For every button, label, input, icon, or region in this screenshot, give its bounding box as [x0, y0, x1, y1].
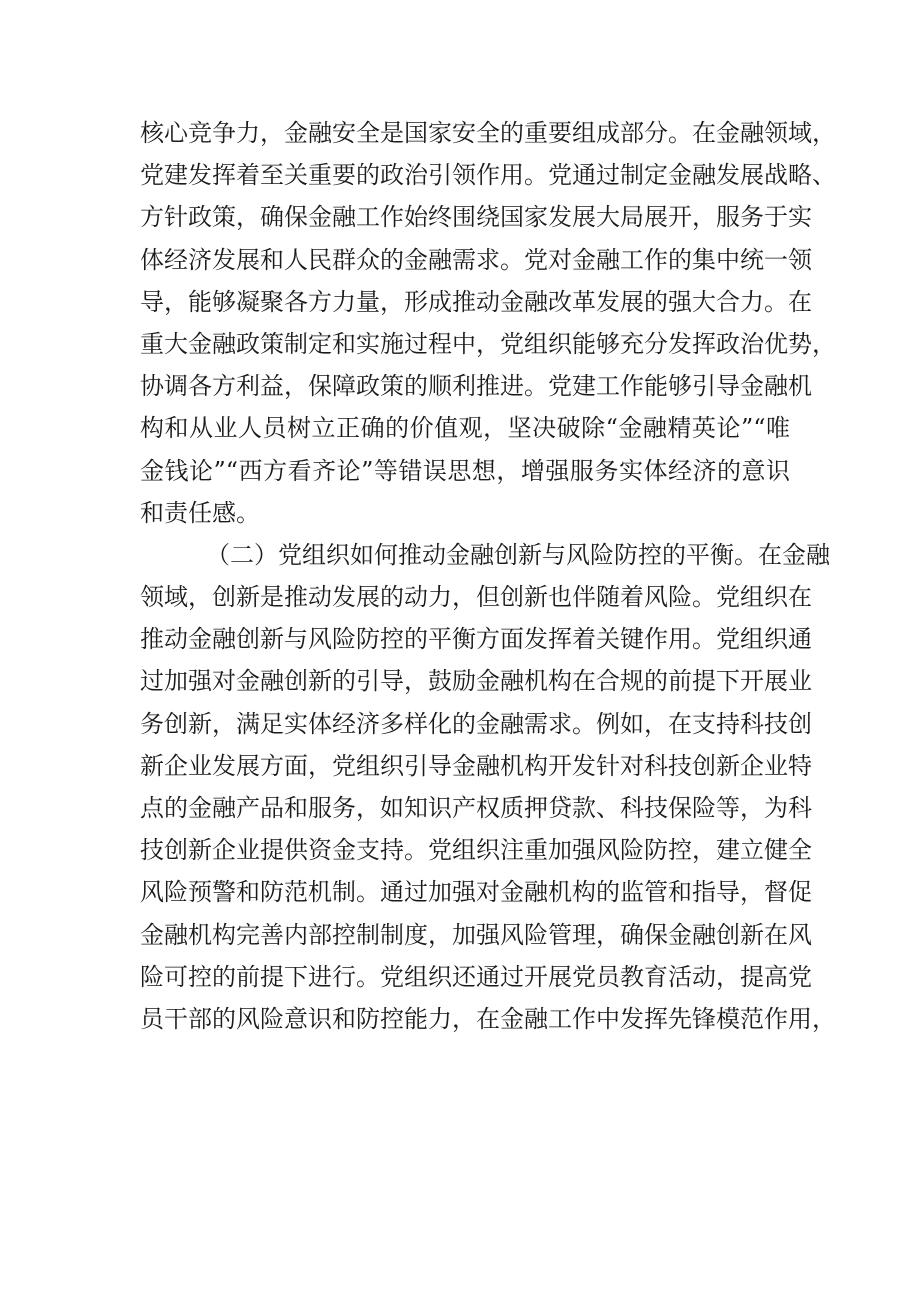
paragraph-line: 点的金融产品和服务，如知识产权质押贷款、科技保险等，为科 [140, 794, 812, 822]
paragraph-line: 推动金融创新与风险防控的平衡方面发挥着关键作用。党组织通 [140, 625, 812, 654]
paragraph-2 [140, 534, 836, 1040]
paragraph-line: 技创新企业提供资金支持。党组织注重加强风险防控，建立健全 [140, 836, 812, 865]
paragraph-line: 险可控的前提下进行。党组织还通过开展党员教育活动，提高党 [140, 962, 812, 991]
document-body [140, 112, 836, 1040]
paragraph-line: 构和从业人员树立正确的价值观，坚决破除“金融精英论”“唯 [140, 414, 790, 443]
paragraph-line: 核心竞争力，金融安全是国家安全的重要组成部分。在金融领域， [140, 119, 836, 147]
paragraph-line: 过加强对金融创新的引导，鼓励金融机构在合规的前提下开展业 [140, 667, 812, 696]
paragraph-line: 党建发挥着至关重要的政治引领作用。党通过制定金融发展战略、 [140, 161, 836, 190]
paragraph-line: 金融机构完善内部控制制度，加强风险管理，确保金融创新在风 [140, 920, 812, 949]
paragraph-line: 导，能够凝聚各方力量，形成推动金融改革发展的强大合力。在 [140, 287, 812, 316]
paragraph-line: 风险预警和防范机制。通过加强对金融机构的监管和指导，督促 [140, 878, 812, 907]
paragraph-line: 员干部的风险意识和防控能力，在金融工作中发挥先锋模范作用， [140, 1004, 836, 1033]
paragraph-line: 和责任感。 [140, 498, 260, 527]
paragraph-line: （二）党组织如何推动金融创新与风险防控的平衡。在金融 [206, 540, 830, 569]
paragraph-line: 体经济发展和人民群众的金融需求。党对金融工作的集中统一领 [140, 245, 812, 274]
paragraph-line: 金钱论”“西方看齐论”等错误思想，增强服务实体经济的意识 [140, 456, 790, 485]
paragraph-line: 新企业发展方面，党组织引导金融机构开发针对科技创新企业特 [140, 751, 812, 780]
paragraph-1 [140, 112, 836, 534]
paragraph-line: 重大金融政策制定和实施过程中，党组织能够充分发挥政治优势， [140, 329, 836, 358]
paragraph-line: 协调各方利益，保障政策的顺利推进。党建工作能够引导金融机 [140, 372, 812, 401]
paragraph-line: 务创新，满足实体经济多样化的金融需求。例如，在支持科技创 [140, 709, 812, 738]
paragraph-line: 领域，创新是推动发展的动力，但创新也伴随着风险。党组织在 [140, 583, 812, 612]
paragraph-line: 方针政策，确保金融工作始终围绕国家发展大局展开，服务于实 [140, 203, 812, 232]
